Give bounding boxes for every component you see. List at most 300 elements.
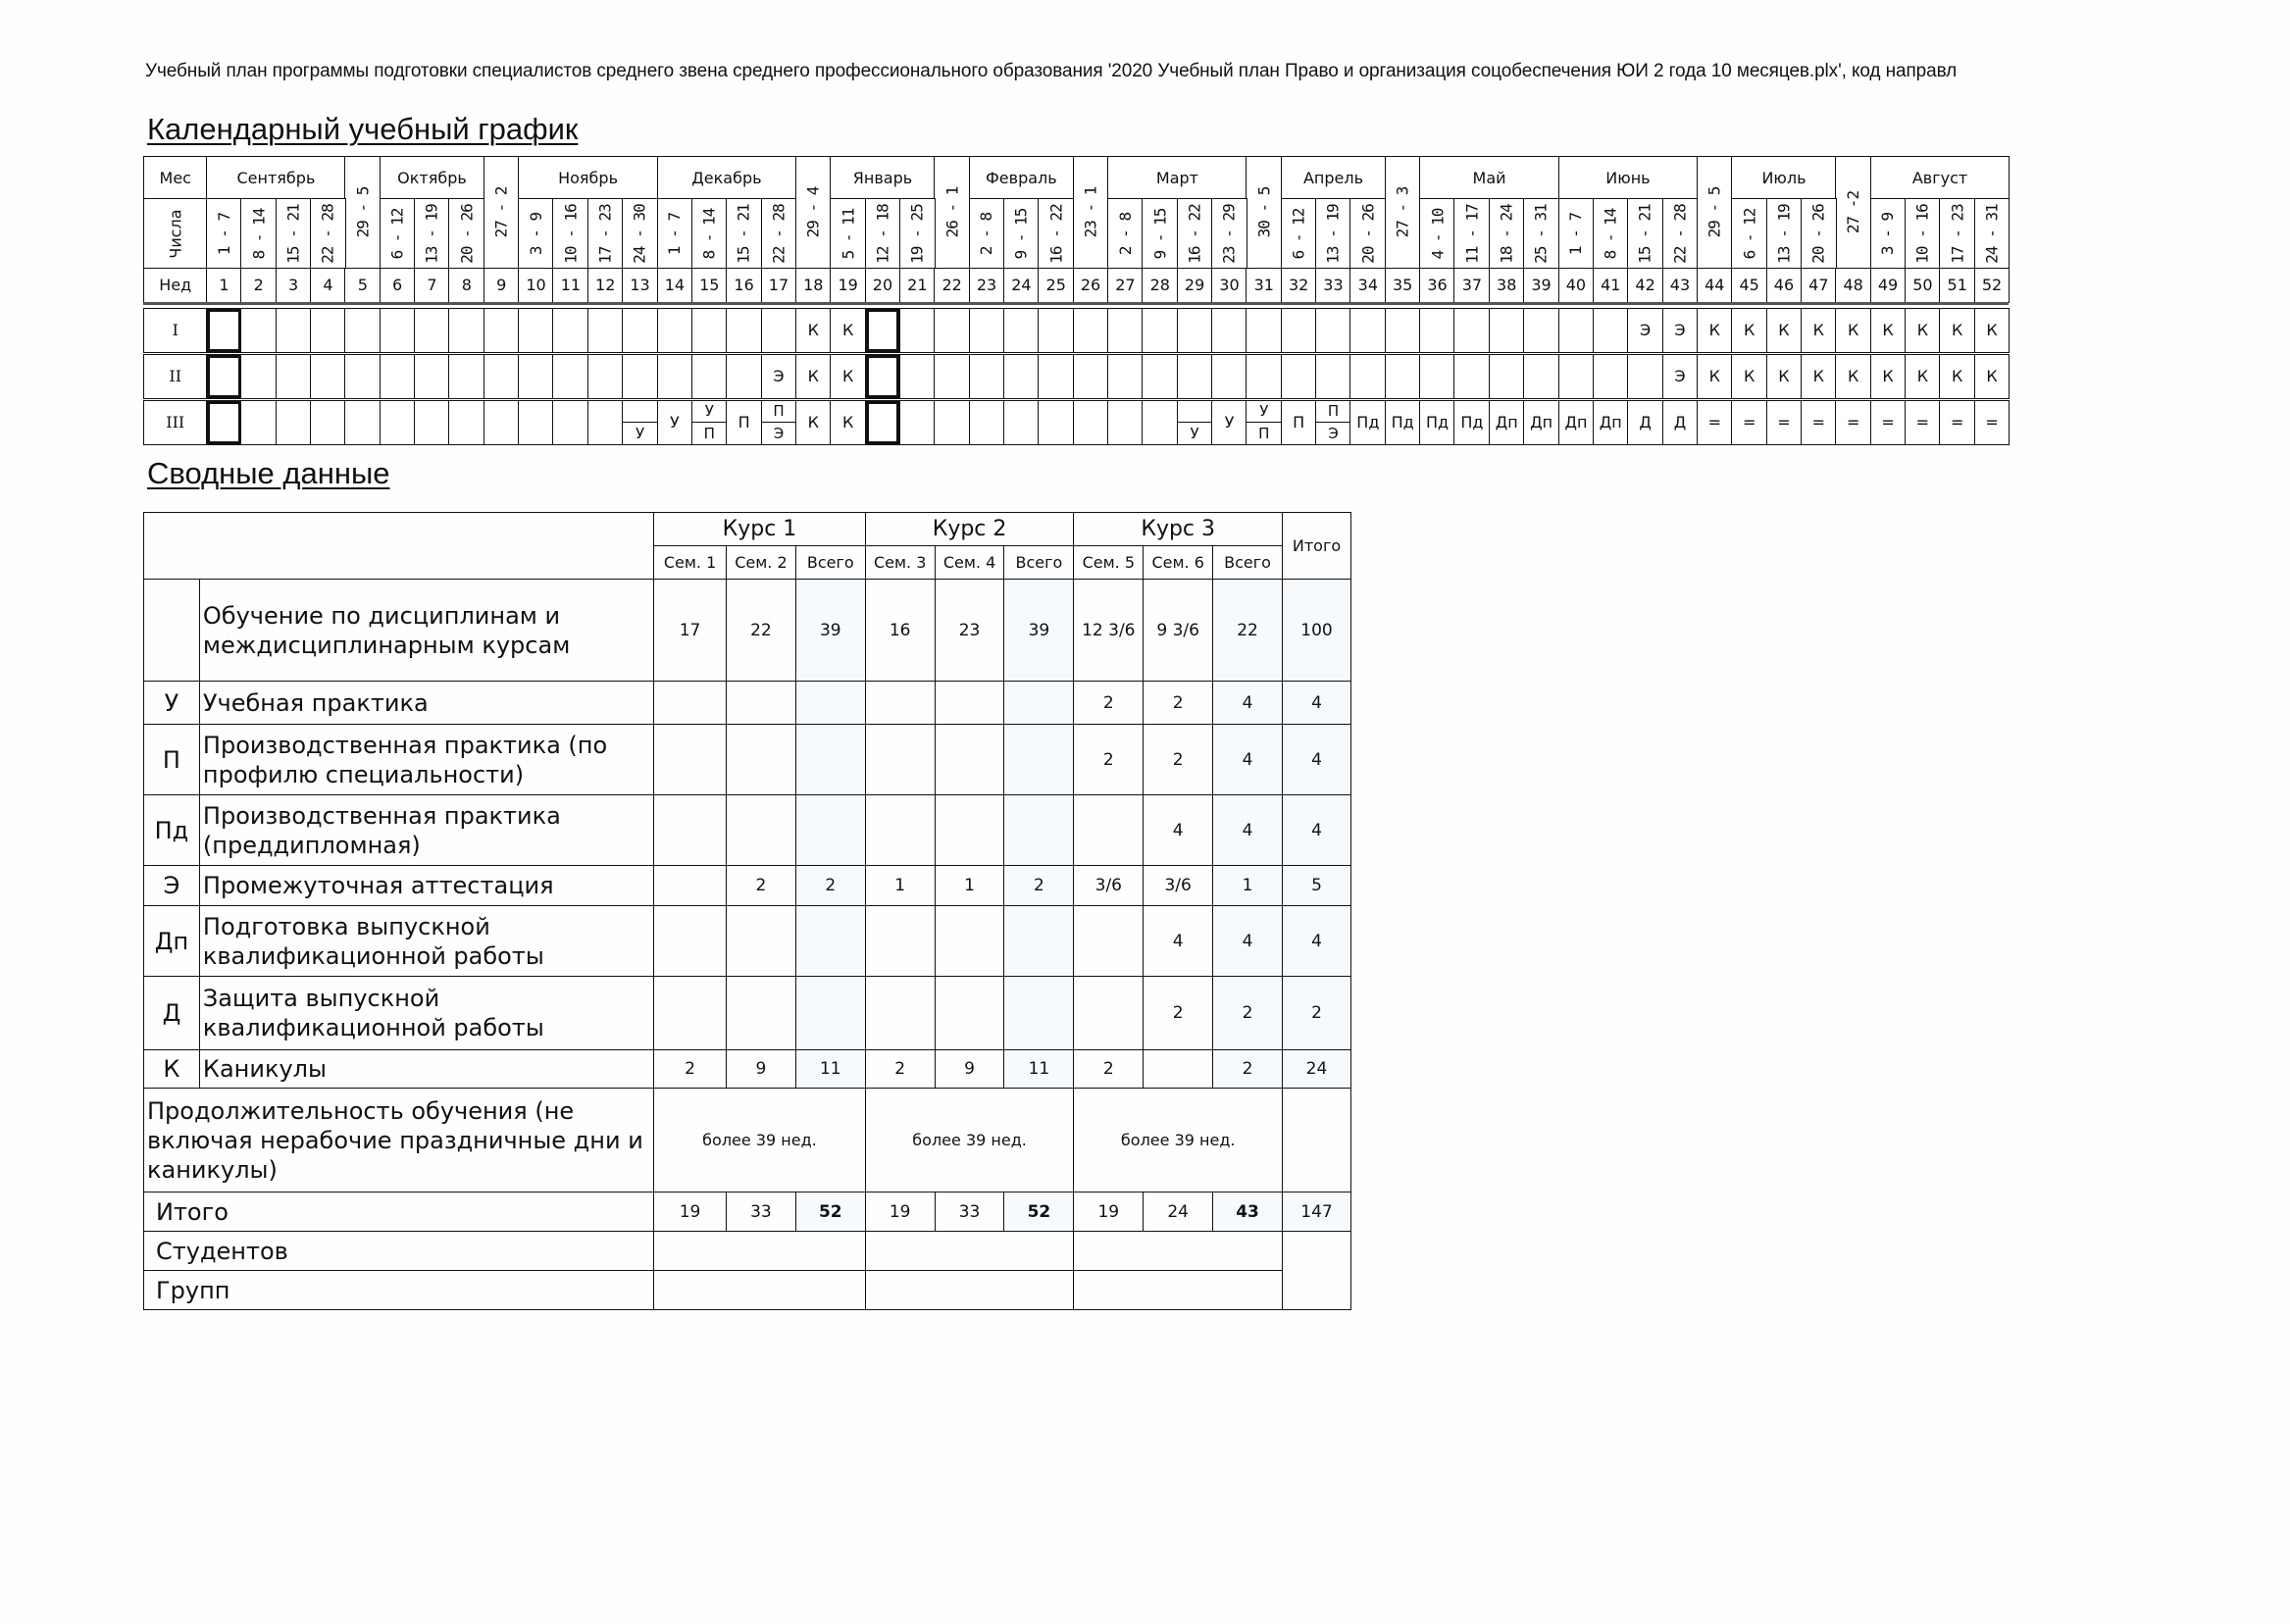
schedule-cell	[414, 354, 450, 399]
activity-code: К	[807, 367, 819, 386]
date-range: 15 - 21	[283, 204, 303, 264]
date-range-cell	[1662, 198, 1699, 270]
schedule-cell	[518, 400, 554, 445]
week-number: 5	[357, 276, 368, 295]
value-cell: 1	[1213, 866, 1283, 906]
week-number: 46	[1773, 276, 1795, 295]
month-transition-cell	[1697, 156, 1733, 270]
value-cell: 11	[795, 1050, 865, 1089]
split-bottom	[1316, 423, 1350, 444]
activity-code: Э	[144, 866, 200, 906]
schedule-cell	[1281, 308, 1317, 353]
students-groups-total	[1283, 1232, 1351, 1310]
week-number-cell	[1211, 268, 1247, 303]
schedule-cell	[1766, 400, 1803, 445]
schedule-cell	[865, 308, 901, 353]
date-range-cell	[1939, 198, 1975, 270]
total-value: 52	[1004, 1193, 1074, 1232]
schedule-cell	[1419, 354, 1455, 399]
value-cell	[935, 725, 1004, 795]
week-number-cell	[761, 268, 797, 303]
duration-value: более 39 нед.	[1074, 1089, 1283, 1193]
activity-code: К	[1916, 367, 1929, 386]
activity-code: Пд	[144, 795, 200, 866]
itogo-header: Итого	[1283, 513, 1351, 580]
week-number: 18	[803, 276, 824, 295]
schedule-cell	[1662, 400, 1699, 445]
semester-header: Сем. 4	[935, 546, 1004, 580]
schedule-cell	[795, 308, 832, 353]
month-cell	[380, 156, 485, 200]
schedule-cell	[310, 308, 346, 353]
value-cell: 4	[1283, 725, 1351, 795]
course-label-cell	[143, 308, 208, 353]
activity-code: Э	[1674, 321, 1686, 340]
schedule-cell	[1627, 308, 1663, 353]
schedule-cell	[1073, 354, 1109, 399]
date-range: 8 - 14	[699, 208, 719, 260]
value-cell: 17	[654, 580, 727, 682]
week-number-cell	[518, 268, 554, 303]
week-number: 19	[838, 276, 858, 295]
week-number: 24	[1011, 276, 1032, 295]
schedule-cell	[795, 354, 832, 399]
schedule-cell	[1905, 400, 1941, 445]
schedule-cell	[448, 400, 484, 445]
schedule-cell	[969, 308, 1005, 353]
week-number: 52	[1981, 276, 2003, 295]
schedule-cell	[1489, 354, 1525, 399]
total-value: 19	[865, 1193, 935, 1232]
schedule-cell	[1731, 308, 1767, 353]
students-value	[865, 1232, 1074, 1271]
value-cell	[1004, 725, 1074, 795]
dates-label-cell	[143, 198, 208, 270]
value-cell: 4	[1213, 725, 1283, 795]
schedule-cell	[1142, 400, 1178, 445]
month-cell	[1870, 156, 2010, 200]
week-number-cell	[1593, 268, 1629, 303]
value-cell: 22	[1213, 580, 1283, 682]
value-cell	[795, 977, 865, 1050]
date-range-cell	[380, 198, 416, 270]
value-cell: 39	[1004, 580, 1074, 682]
date-range: 3 - 9	[527, 212, 546, 255]
value-cell: 2	[1004, 866, 1074, 906]
schedule-cell	[761, 354, 797, 399]
date-range: 4 - 10	[1428, 208, 1448, 260]
activity-code: Э	[773, 367, 785, 386]
activity-code: У	[1259, 402, 1269, 421]
schedule-cell	[1905, 354, 1941, 399]
value-cell	[1004, 682, 1074, 725]
groups-value	[1074, 1271, 1283, 1310]
schedule-cell	[1385, 308, 1421, 353]
schedule-cell	[1697, 354, 1733, 399]
week-number: 20	[872, 276, 893, 295]
value-cell: 2	[1074, 1050, 1144, 1089]
schedule-cell	[1453, 354, 1490, 399]
value-cell: 4	[1283, 682, 1351, 725]
transition-dates: 27 - 2	[491, 186, 511, 238]
week-number-cell	[795, 268, 832, 303]
schedule-cell	[865, 400, 901, 445]
date-range-cell	[1801, 198, 1837, 270]
date-range: 22 - 28	[1670, 204, 1690, 264]
date-range: 10 - 16	[561, 204, 581, 264]
date-range-cell	[518, 198, 554, 270]
date-range: 20 - 26	[1358, 204, 1378, 264]
date-range-cell	[240, 198, 277, 270]
schedule-cell	[969, 354, 1005, 399]
value-cell	[865, 977, 935, 1050]
duration-value: более 39 нед.	[865, 1089, 1074, 1193]
week-number: 40	[1565, 276, 1587, 295]
schedule-cell-split	[622, 400, 658, 445]
week-number: 11	[560, 276, 582, 295]
week-number-cell	[1315, 268, 1351, 303]
schedule-cell	[1523, 354, 1559, 399]
split-bottom	[692, 423, 727, 444]
schedule-cell	[552, 400, 588, 445]
schedule-cell	[1107, 354, 1144, 399]
schedule-cell	[1453, 400, 1490, 445]
summary-row	[144, 1232, 1351, 1271]
week-number: 42	[1635, 276, 1655, 295]
schedule-cell	[1142, 308, 1178, 353]
activity-code: Пд	[1391, 413, 1414, 432]
schedule-cell	[344, 400, 381, 445]
activity-code: К	[1986, 321, 1998, 340]
week-number-cell	[240, 268, 277, 303]
activity-code: К	[1986, 367, 1998, 386]
transition-dates: 29 - 4	[803, 186, 823, 238]
activity-code: Э	[1674, 367, 1686, 386]
value-cell: 1	[935, 866, 1004, 906]
schedule-cell	[518, 354, 554, 399]
schedule-cell	[1801, 400, 1837, 445]
schedule-cell	[1349, 400, 1386, 445]
schedule-cell	[830, 354, 866, 399]
schedule-cell-split	[761, 400, 797, 445]
date-range-cell	[1177, 198, 1213, 270]
activity-code: П	[1258, 424, 1270, 442]
total-value: 52	[795, 1193, 865, 1232]
schedule-cell	[483, 400, 520, 445]
week-number-cell	[1697, 268, 1733, 303]
value-cell: 22	[726, 580, 795, 682]
schedule-cell	[934, 400, 970, 445]
transition-dates: 26 - 1	[942, 186, 962, 238]
schedule-cell	[1523, 308, 1559, 353]
activity-code: К	[1778, 367, 1790, 386]
summary-row	[144, 795, 1351, 866]
kurs-header: Курс 3	[1074, 513, 1283, 546]
value-cell: 11	[1004, 1050, 1074, 1089]
transition-dates: 27 -2	[1844, 191, 1863, 234]
schedule-cell	[1905, 308, 1941, 353]
activity-code: =	[1915, 413, 1930, 432]
value-cell	[1004, 795, 1074, 866]
activity-code: К	[1708, 367, 1720, 386]
schedule-cell	[1073, 308, 1109, 353]
week-number: 35	[1393, 276, 1413, 295]
date-range-cell	[1349, 198, 1386, 270]
activity-label: Промежуточная аттестация	[199, 866, 653, 906]
schedule-cell	[761, 308, 797, 353]
week-number: 9	[496, 276, 507, 295]
schedule-cell	[1385, 354, 1421, 399]
week-number-cell	[1870, 268, 1907, 303]
month-cell	[657, 156, 797, 200]
date-range-cell	[691, 198, 728, 270]
month-name: Март	[1155, 168, 1198, 187]
semester-header: Всего	[1213, 546, 1283, 580]
transition-dates: 30 - 5	[1254, 186, 1274, 238]
activity-code: К	[1882, 367, 1894, 386]
document-header-line: Учебный план программы подготовки специалистов среднего звена среднего профессионального образования '2020 Учебный план Право и организация соцобеспечения ЮИ 2 года 10 месяцев.plx', код направл	[145, 61, 1958, 81]
week-number-cell	[552, 268, 588, 303]
date-range: 22 - 28	[318, 204, 337, 264]
schedule-cell	[1939, 308, 1975, 353]
schedule-cell	[726, 354, 762, 399]
value-cell: 2	[1144, 725, 1213, 795]
date-range: 6 - 12	[387, 208, 407, 260]
schedule-cell	[1315, 354, 1351, 399]
activity-code: Д	[144, 977, 200, 1050]
week-number: 33	[1323, 276, 1344, 295]
schedule-cell	[518, 308, 554, 353]
activity-code: Дп	[1564, 413, 1588, 432]
value-cell	[795, 682, 865, 725]
schedule-cell	[1974, 400, 2010, 445]
value-cell: 2	[1074, 682, 1144, 725]
transition-dates: 23 - 1	[1081, 186, 1100, 238]
value-cell: 16	[865, 580, 935, 682]
date-range: 17 - 23	[1948, 204, 1967, 264]
value-cell: 5	[1283, 866, 1351, 906]
summary-row	[144, 682, 1351, 725]
week-number-cell	[969, 268, 1005, 303]
date-range: 6 - 12	[1289, 208, 1308, 260]
date-range-cell	[726, 198, 762, 270]
date-range: 2 - 8	[977, 212, 996, 255]
schedule-cell	[276, 308, 312, 353]
total-value: 19	[1074, 1193, 1144, 1232]
month-transition-cell	[1073, 156, 1109, 270]
activity-code: Пд	[1356, 413, 1380, 432]
schedule-cell	[587, 354, 624, 399]
date-range-cell	[1731, 198, 1767, 270]
value-cell: 2	[1074, 725, 1144, 795]
schedule-cell	[1038, 400, 1074, 445]
date-range: 13 - 19	[422, 204, 441, 264]
date-range-cell	[276, 198, 312, 270]
activity-code: Дп	[1599, 413, 1622, 432]
schedule-cell	[1281, 354, 1317, 399]
schedule-cell	[1246, 354, 1282, 399]
date-range: 3 - 9	[1878, 212, 1898, 255]
month-cell	[1558, 156, 1699, 200]
date-range-cell	[657, 198, 693, 270]
value-cell: 9	[935, 1050, 1004, 1089]
week-number: 39	[1531, 276, 1552, 295]
semester-header: Сем. 3	[865, 546, 935, 580]
schedule-cell-split	[1246, 400, 1282, 445]
week-number-cell	[1558, 268, 1595, 303]
month-cell	[1419, 156, 1559, 200]
month-name: Июнь	[1605, 168, 1651, 187]
activity-code: =	[1811, 413, 1826, 432]
activity-label: Обучение по дисциплинам и междисциплинарным курсам	[199, 580, 653, 682]
week-number-cell	[310, 268, 346, 303]
date-range-cell	[1523, 198, 1559, 270]
week-number-cell	[1453, 268, 1490, 303]
schedule-cell	[657, 354, 693, 399]
schedule-cell	[1766, 354, 1803, 399]
date-range: 13 - 19	[1323, 204, 1343, 264]
activity-code: К	[1708, 321, 1720, 340]
value-cell	[865, 795, 935, 866]
schedule-cell	[830, 400, 866, 445]
date-range: 20 - 26	[1808, 204, 1828, 264]
activity-code: Д	[1673, 413, 1687, 432]
week-number: 47	[1808, 276, 1829, 295]
date-range: 10 - 16	[1912, 204, 1932, 264]
week-number: 29	[1184, 276, 1205, 295]
activity-code: К	[1848, 367, 1859, 386]
activity-code: Дп	[144, 906, 200, 977]
week-number-cell	[622, 268, 658, 303]
schedule-cell	[899, 354, 936, 399]
month-transition-cell	[344, 156, 381, 270]
value-cell	[654, 866, 727, 906]
schedule-cell	[1974, 308, 2010, 353]
schedule-cell	[414, 308, 450, 353]
date-range-cell	[1558, 198, 1595, 270]
value-cell	[726, 725, 795, 795]
week-number: 22	[941, 276, 962, 295]
schedule-cell-split	[1315, 400, 1351, 445]
date-range: 12 - 18	[873, 204, 892, 264]
schedule-cell	[414, 400, 450, 445]
activity-code: П	[738, 413, 750, 432]
date-range: 24 - 31	[1982, 204, 2002, 264]
schedule-cell	[1489, 400, 1525, 445]
value-cell: 4	[1283, 906, 1351, 977]
schedule-cell	[1419, 400, 1455, 445]
activity-code: =	[1881, 413, 1895, 432]
schedule-cell	[726, 400, 762, 445]
schedule-cell	[206, 354, 242, 399]
activity-label: Каникулы	[199, 1050, 653, 1089]
week-number: 8	[461, 276, 472, 295]
week-number: 30	[1219, 276, 1240, 295]
date-range: 1 - 7	[1566, 212, 1586, 255]
value-cell	[795, 725, 865, 795]
split-bottom	[623, 423, 657, 444]
transition-dates: 27 - 3	[1393, 186, 1412, 238]
schedule-cell	[206, 308, 242, 353]
activity-code: К	[1848, 321, 1859, 340]
schedule-cell	[240, 400, 277, 445]
date-range: 23 - 29	[1219, 204, 1239, 264]
date-range: 9 - 15	[1150, 208, 1170, 260]
schedule-cell	[380, 308, 416, 353]
week-label: Нед	[159, 276, 192, 295]
schedule-cell	[1281, 400, 1317, 445]
month-name: Май	[1472, 168, 1506, 187]
schedule-cell	[1003, 400, 1040, 445]
week-number: 7	[427, 276, 437, 295]
date-range: 15 - 21	[735, 204, 754, 264]
schedule-cell	[1731, 354, 1767, 399]
schedule-cell	[1107, 400, 1144, 445]
week-number-cell	[1731, 268, 1767, 303]
month-name: Август	[1911, 168, 1968, 187]
dates-label: Числа	[166, 209, 185, 259]
week-number-cell	[1073, 268, 1109, 303]
value-cell	[935, 795, 1004, 866]
value-cell	[726, 977, 795, 1050]
week-number: 32	[1288, 276, 1309, 295]
date-range: 8 - 14	[249, 208, 269, 260]
row-separator	[143, 302, 2009, 305]
date-range-cell	[1974, 198, 2010, 270]
value-cell: 24	[1283, 1050, 1351, 1089]
month-label: Мес	[159, 168, 191, 187]
total-value: 43	[1213, 1193, 1283, 1232]
value-cell	[865, 725, 935, 795]
week-number: 26	[1080, 276, 1101, 295]
value-cell	[654, 977, 727, 1050]
value-cell	[726, 682, 795, 725]
week-number: 28	[1149, 276, 1170, 295]
total-value: 33	[935, 1193, 1004, 1232]
date-range-cell	[206, 198, 242, 270]
students-value	[1074, 1232, 1283, 1271]
schedule-cell	[1766, 308, 1803, 353]
week-number-cell	[1107, 268, 1144, 303]
schedule-cell	[1558, 354, 1595, 399]
week-number-cell	[691, 268, 728, 303]
schedule-cell	[1038, 308, 1074, 353]
value-cell: 9	[726, 1050, 795, 1089]
date-range: 1 - 7	[665, 212, 685, 255]
week-number: 4	[323, 276, 333, 295]
split-bottom	[762, 423, 796, 444]
month-name: Октябрь	[397, 168, 467, 187]
activity-code: К	[1952, 367, 1963, 386]
schedule-cell	[587, 400, 624, 445]
split-bottom	[1178, 423, 1212, 444]
value-cell	[726, 906, 795, 977]
month-cell	[518, 156, 658, 200]
week-number-cell	[1766, 268, 1803, 303]
date-range-cell	[1281, 198, 1317, 270]
month-name: Апрель	[1302, 168, 1364, 187]
schedule-cell	[1939, 354, 1975, 399]
month-transition-cell	[1835, 156, 1871, 270]
activity-label: Подготовка выпускной квалификационной работы	[199, 906, 653, 977]
activity-label: Производственная практика (преддипломная)	[199, 795, 653, 866]
schedule-cell	[795, 400, 832, 445]
date-range: 22 - 28	[769, 204, 789, 264]
schedule-cell	[657, 308, 693, 353]
week-number-cell	[1177, 268, 1213, 303]
value-cell: 3/6	[1074, 866, 1144, 906]
schedule-cell	[1211, 308, 1247, 353]
